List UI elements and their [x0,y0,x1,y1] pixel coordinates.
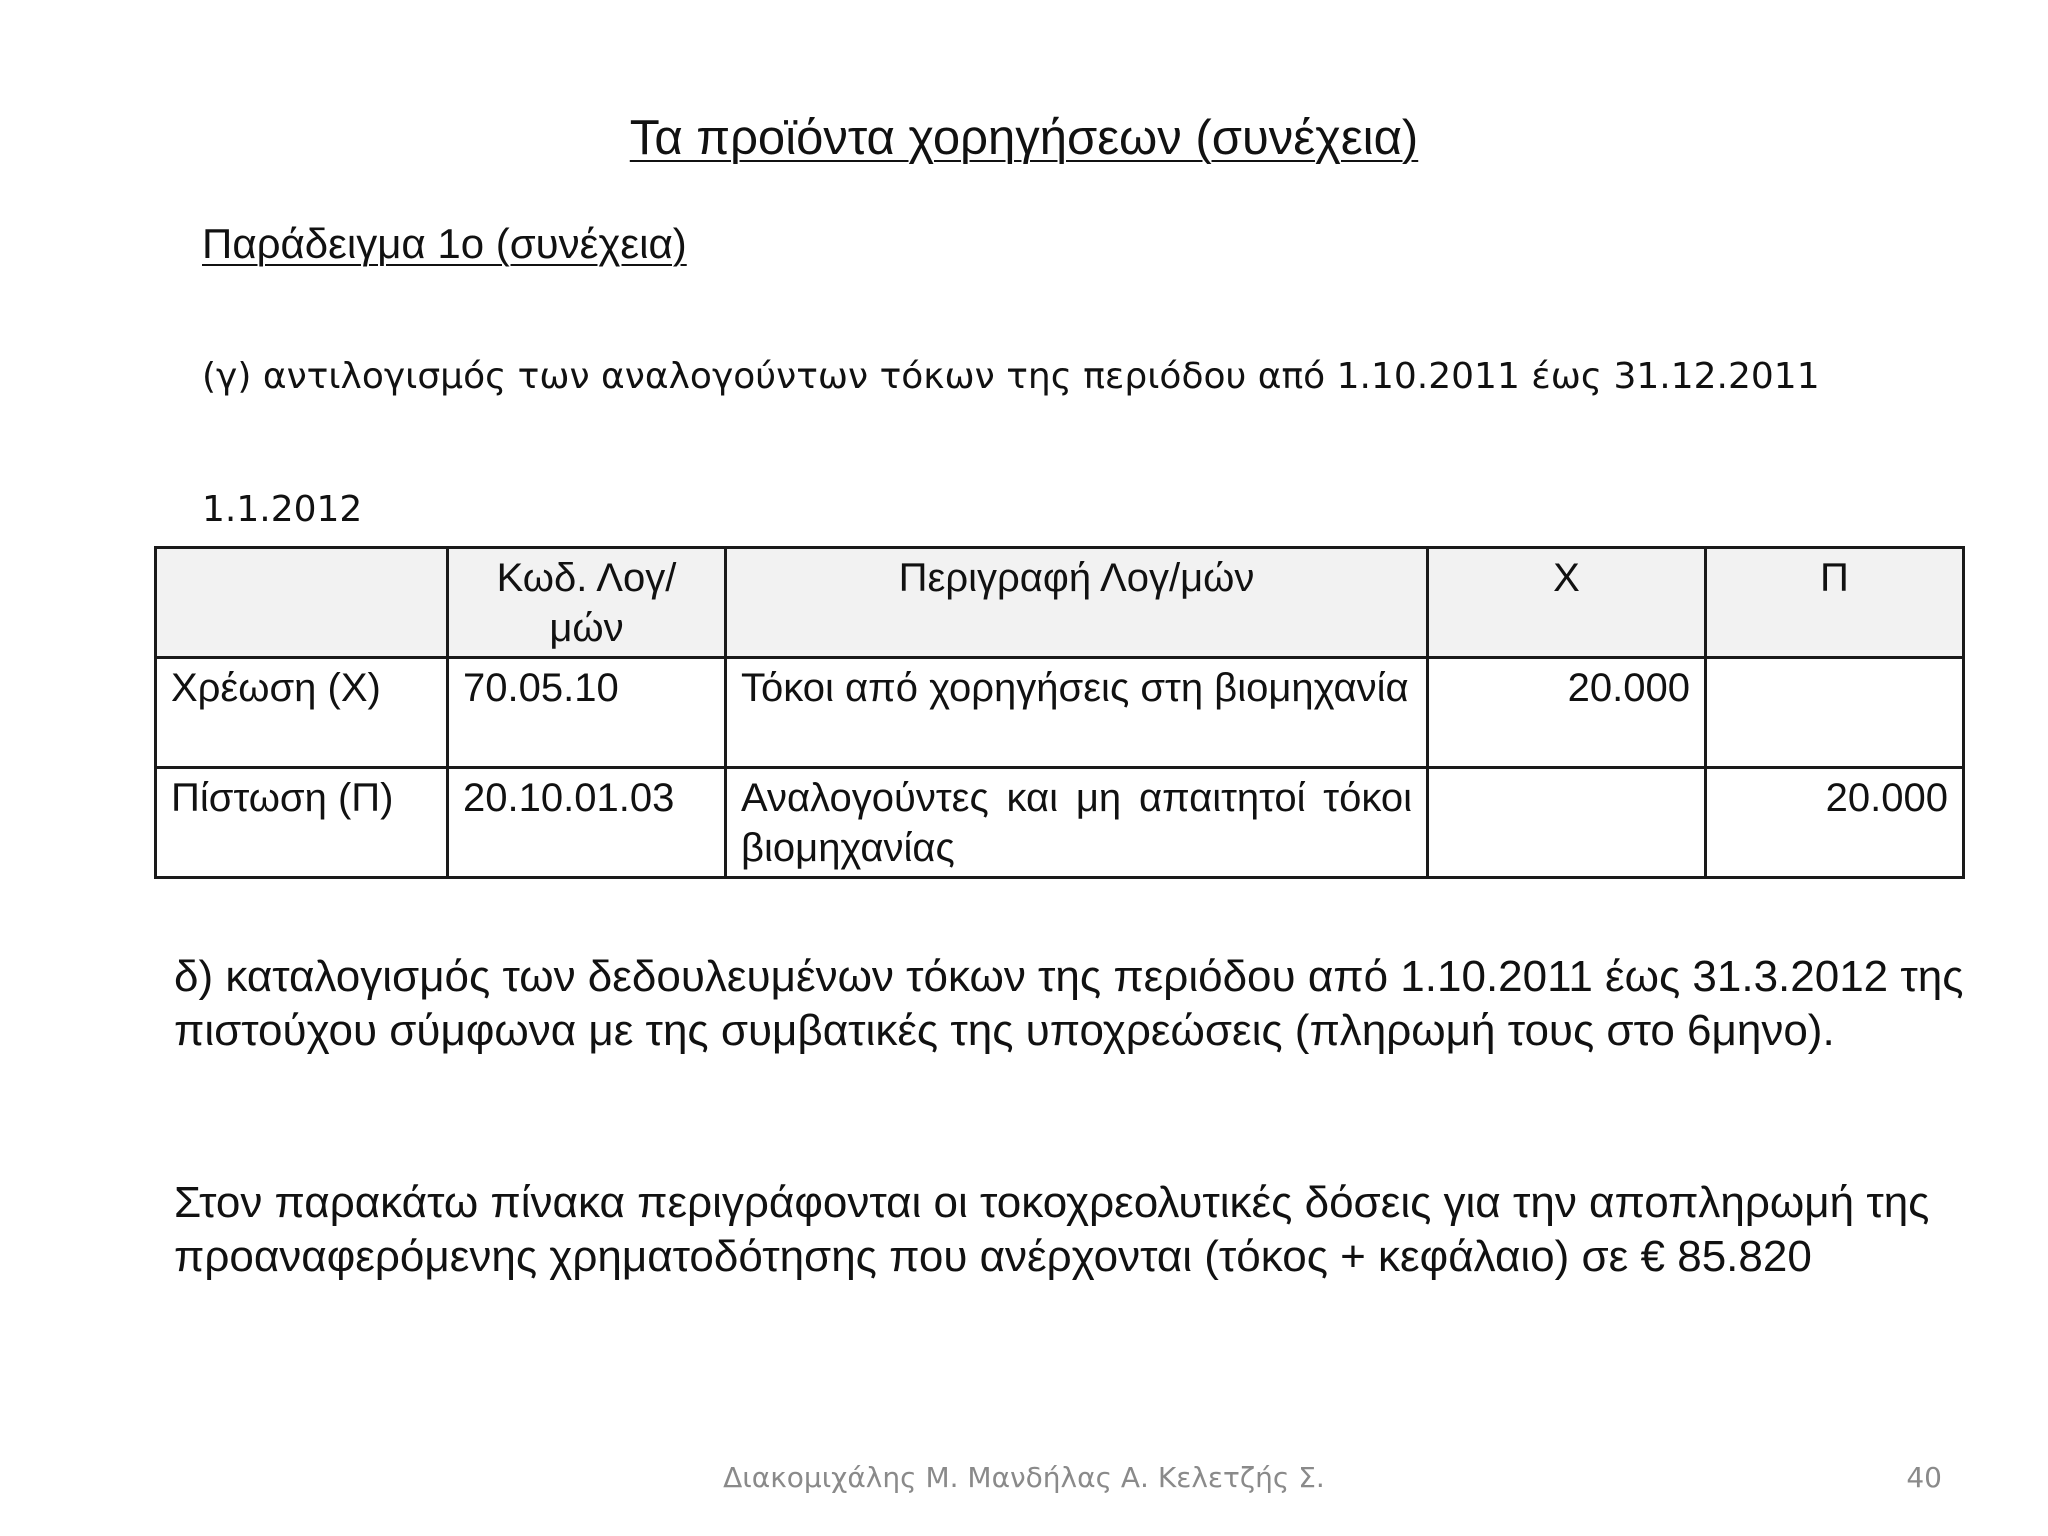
table-row [156,768,1964,878]
header-side [156,548,448,658]
footer-authors: Διακομιχάλης Μ. Μανδήλας Α. Κελετζής Σ. [723,1461,1325,1494]
header-account-description: Περιγραφή Λογ/μών [726,548,1428,658]
step-d-text: δ) καταλογισμός των δεδουλευμένων τόκων της περιόδου από 1.10.2011 έως 31.3.2012 της πιστούχου σύμφωνα με της συμβατικές της υποχρεώσεις (πληρωμή τους στο 6μηνο). [174,952,1964,1055]
header-debit: Χ [1428,548,1706,658]
row-account-description: Τόκοι από χορηγήσεις στη βιομηχανία [726,658,1428,768]
slide-subtitle: Παράδειγμα 1ο (συνέχεια) [202,220,687,267]
row-account-code: 20.10.01.03 [448,768,726,878]
header-account-code: Κωδ. Λογ/μών [448,548,726,658]
table-header-row [156,548,1964,658]
slide-title [0,108,2048,168]
slide-title-text: Τα προϊόντα χορηγήσεων (συνέχεια) [629,111,1419,165]
entry-date: 1.1.2012 [202,489,363,530]
row-side: Πίστωση (Π) [156,768,448,878]
row-credit: 20.000 [1706,768,1964,878]
row-credit [1706,658,1964,768]
row-debit: 20.000 [1428,658,1706,768]
journal-entry-table [154,546,1965,879]
row-debit [1428,768,1706,878]
header-credit: Π [1706,548,1964,658]
row-account-description: Αναλογούντες και μη απαιτητοί τόκοι βιομηχανίας [726,768,1428,878]
row-account-code: 70.05.10 [448,658,726,768]
table-row [156,658,1964,768]
step-c-text: (γ) αντιλογισμός των αναλογούντων τόκων της περιόδου από 1.10.2011 έως 31.12.2011 [202,356,1820,397]
page-number: 40 [1906,1461,1942,1494]
installments-paragraph: Στον παρακάτω πίνακα περιγράφονται οι τοκοχρεολυτικές δόσεις για την αποπληρωμή της προαναφερόμενης χρηματοδότησης που ανέρχονται (τόκος + κεφάλαιο) σε € 85.820 [174,1178,1930,1281]
row-side: Χρέωση (Χ) [156,658,448,768]
